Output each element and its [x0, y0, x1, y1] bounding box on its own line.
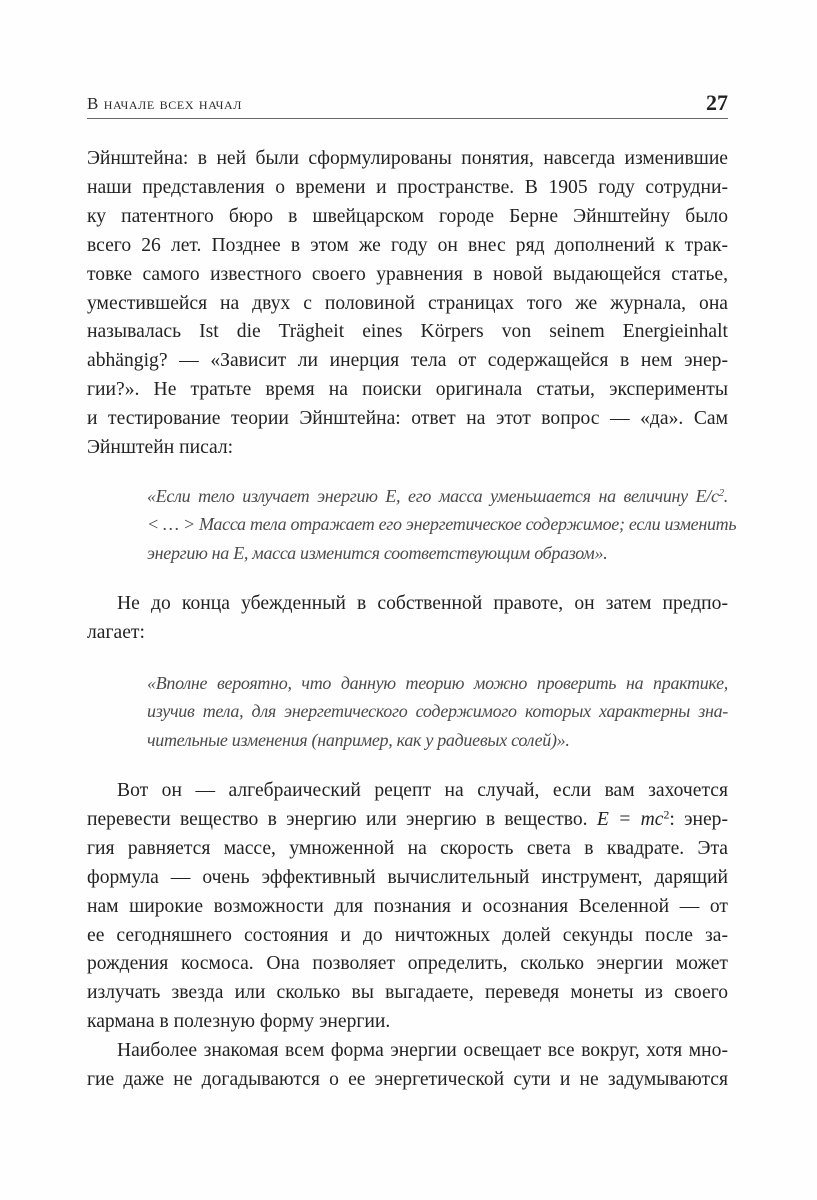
- text-line: гие даже не догадываются о ее энергетической сути и не задумываются: [87, 1069, 728, 1090]
- quote-text: .: [723, 486, 728, 506]
- text-line: Эйнштейна: в ней были сформулированы понятия, навсегда изменившие: [87, 148, 728, 169]
- quote-line: «Вполне вероятно, что данную теорию можно проверить на практике,: [147, 673, 728, 693]
- text-line: гии?». Не тратьте время на поиски оригинала статьи, эксперименты: [87, 379, 728, 400]
- text-line: ее сегодняшнего состояния и до ничтожных долей секунды после за-: [87, 925, 728, 946]
- text-line: Не до конца убежденный в собственной правоте, он затем предпо-: [117, 593, 728, 614]
- quote-line: [147, 482, 728, 510]
- text-line: рождения космоса. Она позволяет определить, сколько энергии может: [87, 953, 728, 974]
- text-line: формула — очень эффективный вычислительный инструмент, дарящий: [87, 867, 728, 888]
- text-line: кармана в полезную форму энергии.: [87, 1011, 391, 1032]
- quote-text: «Если тело излучает энергию E, его масса уменьшается на величину E/c: [147, 486, 719, 506]
- text-line: называлась Ist die Trägheit eines Körpers von seinem Energieinhalt: [87, 321, 728, 342]
- text-line: лагает:: [87, 622, 145, 643]
- text-line: гия равняется массе, умноженной на скорость света в квадрате. Эта: [87, 838, 728, 859]
- quote-line: изучив тела, для энергетического содержимого которых характерны зна-: [147, 701, 728, 721]
- text-segment: : энер-: [669, 809, 729, 830]
- text-segment: перевести вещество в энергию или энергию в вещество.: [87, 809, 588, 830]
- text-line: всего 26 лет. Позднее в этом же году он внес ряд дополнений к трак-: [87, 235, 728, 256]
- text-line: уместившейся на двух с половиной страницах того же журнала, она: [87, 293, 728, 314]
- text-line: [87, 805, 728, 834]
- text-line: и тестирование теории Эйнштейна: ответ на этот вопрос — «да». Сам: [87, 408, 728, 429]
- superscript: 2: [663, 808, 670, 822]
- text-line: Эйнштейн писал:: [87, 437, 234, 458]
- text-line: излучать звезда или сколько вы выгадаете, переведя монеты из своего: [87, 982, 728, 1003]
- superscript: 2: [718, 487, 724, 500]
- running-header: [87, 88, 728, 119]
- page-number: 27: [706, 90, 728, 115]
- text-line: товке самого известного своего уравнения в новой выдающейся статье,: [87, 264, 728, 285]
- quote-line: энергию на E, масса изменится соответствующим образом».: [147, 543, 608, 563]
- chapter-title: В начале всех начал: [87, 94, 243, 113]
- formula: E = mc: [596, 809, 664, 830]
- text-line: abhängig? — «Зависит ли инерция тела от содержащейся в нем энер-: [87, 350, 728, 371]
- quote-line: чительные изменения (например, как у радиевых солей)».: [147, 730, 570, 750]
- quote-line: < … > Масса тела отражает его энергетическое содержимое; если изменить: [147, 514, 737, 534]
- text-line: ку патентного бюро в швейцарском городе Берне Эйнштейну было: [87, 206, 728, 227]
- text-line: Вот он — алгебраический рецепт на случай, если вам захочется: [117, 780, 728, 801]
- text-line: нам широкие возможности для познания и осознания Вселенной — от: [87, 896, 728, 917]
- text-line: Наиболее знакомая всем форма энергии освещает все вокруг, хотя мно-: [117, 1040, 728, 1061]
- text-line: наши представления о времени и пространстве. В 1905 году сотрудни-: [87, 177, 728, 198]
